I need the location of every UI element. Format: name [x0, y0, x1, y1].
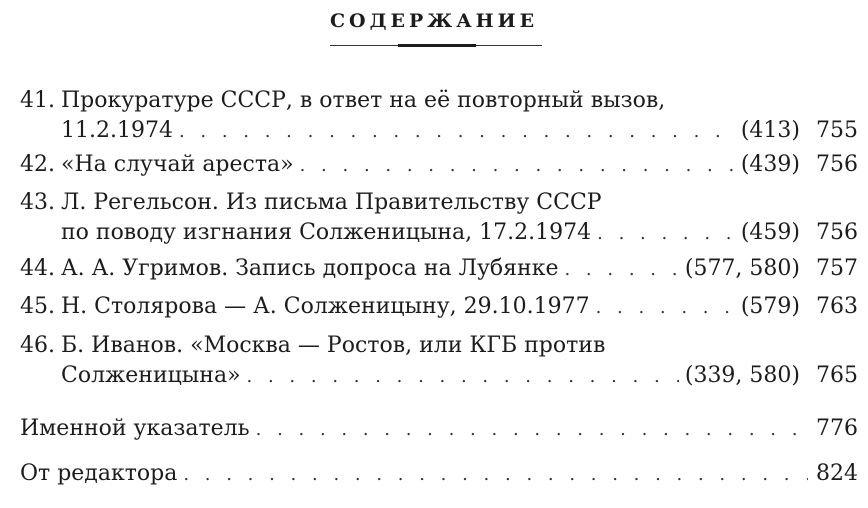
section-title: Именной указатель [20, 416, 250, 441]
toc-entry-43 [20, 190, 840, 220]
entry-number: 42. [20, 152, 55, 177]
section-title: От редактора [20, 461, 178, 486]
entry-page: 763 [816, 294, 858, 319]
entry-title: «На случай ареста» [61, 152, 294, 177]
toc-entry-44 [20, 256, 858, 286]
entry-number: 44. [20, 256, 55, 281]
toc-entry-41 [20, 88, 840, 118]
entry-page: 765 [816, 363, 858, 388]
entry-title: А. А. Угримов. Запись допроса на Лубянке [61, 256, 559, 281]
dot-leader [564, 259, 678, 280]
entry-ref: (439) [740, 152, 800, 177]
section-page: 824 [816, 461, 858, 486]
entry-title: Прокуратуре СССР, в ответ на её повторный вызов, [61, 88, 666, 113]
dot-leader [256, 419, 808, 440]
entry-ref: (459) [740, 220, 800, 245]
toc-entry-46-cont [61, 363, 858, 393]
page-title: СОДЕРЖАНИЕ [329, 10, 539, 32]
entry-title-cont: по поводу изгнания Солженицына, 17.2.1974 [61, 220, 592, 245]
toc-entry-46 [20, 333, 840, 363]
toc-section-index [20, 416, 858, 446]
dot-leader [597, 223, 735, 244]
entry-number: 46. [20, 333, 55, 358]
entry-title-cont: 11.2.1974 [61, 118, 173, 143]
dot-leader [300, 155, 735, 176]
entry-ref: (577, 580) [684, 256, 800, 281]
toc-entry-41-cont [61, 118, 858, 148]
dot-leader [247, 366, 679, 387]
dot-leader [183, 464, 808, 485]
entry-page: 755 [816, 118, 858, 143]
toc-section-editor [20, 461, 858, 491]
dot-leader [596, 297, 735, 318]
toc-entry-42 [20, 152, 858, 182]
section-page: 776 [816, 416, 858, 441]
entry-ref: (579) [740, 294, 800, 319]
entry-title-cont: Солженицына» [61, 363, 241, 388]
dot-leader [179, 121, 735, 142]
toc-entry-45 [20, 294, 858, 324]
entry-ref: (339, 580) [684, 363, 800, 388]
title-rule-accent [398, 44, 476, 47]
entry-ref: (413) [740, 118, 800, 143]
entry-title: Н. Столярова — А. Солженицыну, 29.10.1977 [61, 294, 590, 319]
entry-page: 756 [816, 152, 858, 177]
entry-number: 43. [20, 190, 55, 215]
entry-title: Б. Иванов. «Москва — Ростов, или КГБ против [61, 333, 606, 358]
entry-number: 41. [20, 88, 55, 113]
toc-entry-43-cont [61, 220, 858, 250]
entry-number: 45. [20, 294, 55, 319]
entry-title: Л. Регельсон. Из письма Правительству СССР [61, 190, 602, 215]
entry-page: 756 [816, 220, 858, 245]
entry-page: 757 [816, 256, 858, 281]
